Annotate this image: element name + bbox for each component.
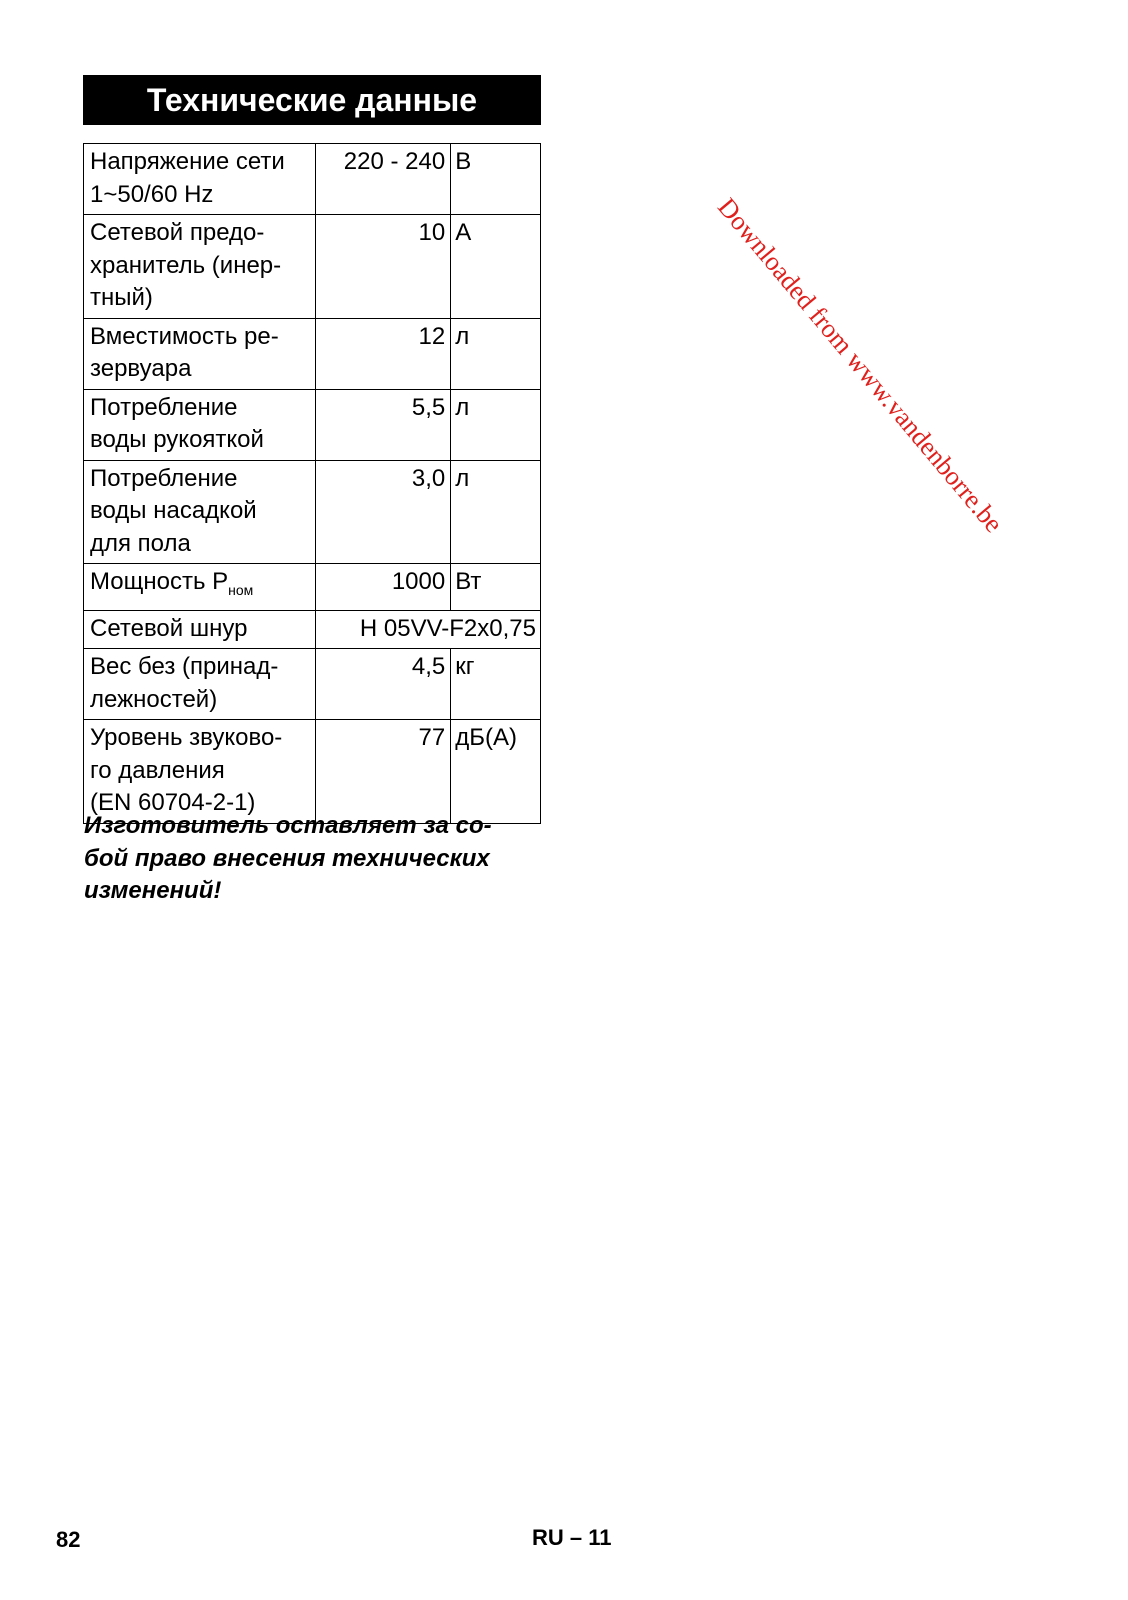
spec-unit: л [451, 460, 541, 564]
table-row [84, 649, 541, 720]
spec-value: 10 [315, 215, 451, 319]
spec-unit: л [451, 389, 541, 460]
spec-value: 4,5 [315, 649, 451, 720]
spec-unit: дБ(A) [451, 720, 541, 824]
spec-value: 5,5 [315, 389, 451, 460]
spec-name: Вес без (принад- лежностей) [84, 649, 316, 720]
spec-value: 220 - 240 [315, 144, 451, 215]
spec-unit: А [451, 215, 541, 319]
spec-unit: кг [451, 649, 541, 720]
table-row [84, 610, 541, 649]
spec-value: 3,0 [315, 460, 451, 564]
spec-name: Потребление воды насадкой для пола [84, 460, 316, 564]
spec-unit: В [451, 144, 541, 215]
spec-name-subscript: ном [228, 582, 254, 598]
spec-value: H 05VV-F2x0,75 [315, 610, 540, 649]
table-row [84, 460, 541, 564]
spec-value: 1000 [315, 564, 451, 611]
spec-value: 12 [315, 318, 451, 389]
table-row [84, 144, 541, 215]
manufacturer-note: Изготовитель оставляет за со- бой право внесения технических изменений! [84, 812, 492, 904]
spec-value: 77 [315, 720, 451, 824]
spec-name: Сетевой предо- хранитель (инер- тный) [84, 215, 316, 319]
spec-name: Сетевой шнур [84, 610, 316, 649]
spec-name: Уровень звуково- го давления (EN 60704-2-1) [84, 720, 316, 824]
table-row [84, 215, 541, 319]
table-row [84, 318, 541, 389]
spec-unit: л [451, 318, 541, 389]
table-row [84, 564, 541, 611]
table-row [84, 389, 541, 460]
section-title: Технические данные [83, 75, 541, 125]
spec-name-text: Мощность P [90, 568, 229, 595]
section-page-label: RU – 11 [532, 1525, 612, 1550]
spec-name: Вместимость ре- зервуара [84, 318, 316, 389]
watermark: Downloaded from www.vandenborre.be [712, 192, 1010, 539]
spec-name: Напряжение сети 1~50/60 Hz [84, 144, 316, 215]
specifications-table [83, 143, 541, 824]
spec-unit: Вт [451, 564, 541, 611]
spec-name [84, 564, 316, 611]
page-number: 82 [56, 1527, 81, 1552]
spec-name: Потребление воды рукояткой [84, 389, 316, 460]
table-row [84, 720, 541, 824]
